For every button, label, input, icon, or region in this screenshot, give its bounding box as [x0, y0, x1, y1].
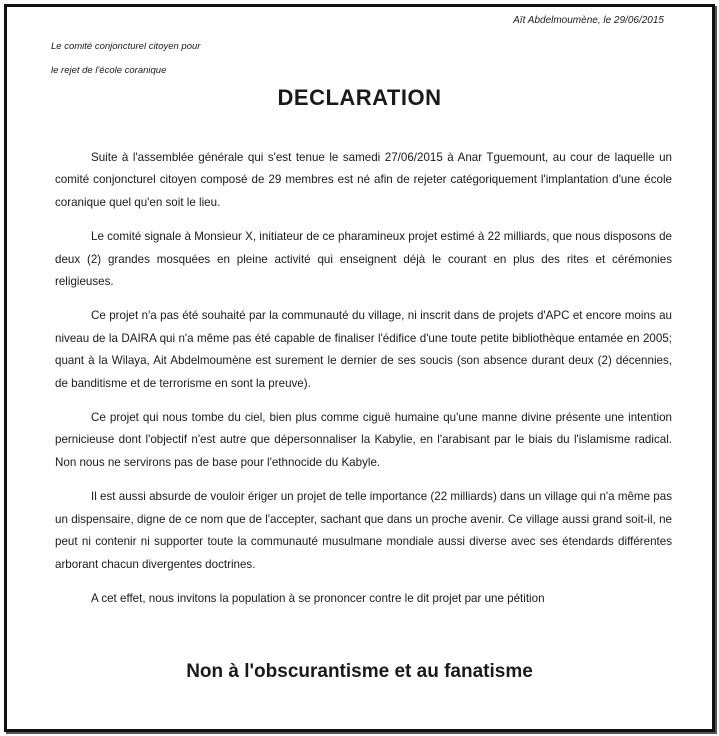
paragraph-absurd: Il est aussi absurde de vouloir ériger un projet de telle importance (22 milliards) dans un village qui n'a même pas un dispensaire, digne de ce nom que de l'accepter, sachant que dans un proche avenir. Ce village aussi grand soit-il, ne peut ni contenir ni supporter toute la communauté musulmane mondiale aussi diverse avec ses étendards différentes arborant chacun divergentes doctrines.: [55, 490, 672, 571]
committee-line-1: Le comité conjoncturel citoyen pour: [51, 41, 201, 52]
closing-slogan: Non à l'obscurantisme et au fanatisme: [186, 661, 533, 682]
paragraph-intention: Ce projet qui nous tombe du ciel, bien plus comme ciguë humaine qu'une manne divine présente une intention pernicieuse dont l'objectif n'est autre que dépersonnaliser la Kabylie, en l'arabisant par le biais du l'islamisme radical. Non nous ne servirons pas de base pour l'ethnocide du Kabyle.: [55, 411, 672, 469]
paragraph-assembly: Suite à l'assemblée générale qui s'est tenue le samedi 27/06/2015 à Anar Tguemount, au cour de laquelle un comité conjoncturel citoyen composé de 29 membres est né afin de rejeter catégoriquement l'implantation d'une école coranique quel qu'en soit le lieu.: [55, 151, 672, 209]
paragraph-petition: A cet effet, nous invitons la population à se prononcer contre le dit projet par une pétition: [91, 591, 545, 605]
committee-line-2: le rejet de l'école coranique: [51, 65, 167, 76]
committee-header: [51, 35, 200, 83]
declaration-document: [4, 4, 715, 732]
paragraph-project-unwanted: Ce projet n'a pas été souhaité par la communauté du village, ni inscrit dans de projets d'APC et encore moins au niveau de la DAIRA qui n'a même pas été capable de finaliser l'édifice d'une toute petite bibliothèque entamée en 2005; quant à la Wilaya, Ait Abdelmoumène est surement le dernier de ses soucis (son absence durant deux (2) décennies, de banditisme et de terrorisme en sont la preuve).: [55, 309, 672, 390]
document-title: DECLARATION: [277, 85, 442, 110]
paragraph-mosques: Le comité signale à Monsieur X, initiateur de ce pharamineux projet estimé à 22 milliards, que nous disposons de deux (2) grandes mosquées en pleine activité qui enseignent déjà le courant en plus des rites et cérémonies religieuses.: [55, 230, 672, 289]
declaration-body: [55, 147, 672, 622]
date-line: Aït Abdelmoumène, le 29/06/2015: [513, 15, 664, 26]
